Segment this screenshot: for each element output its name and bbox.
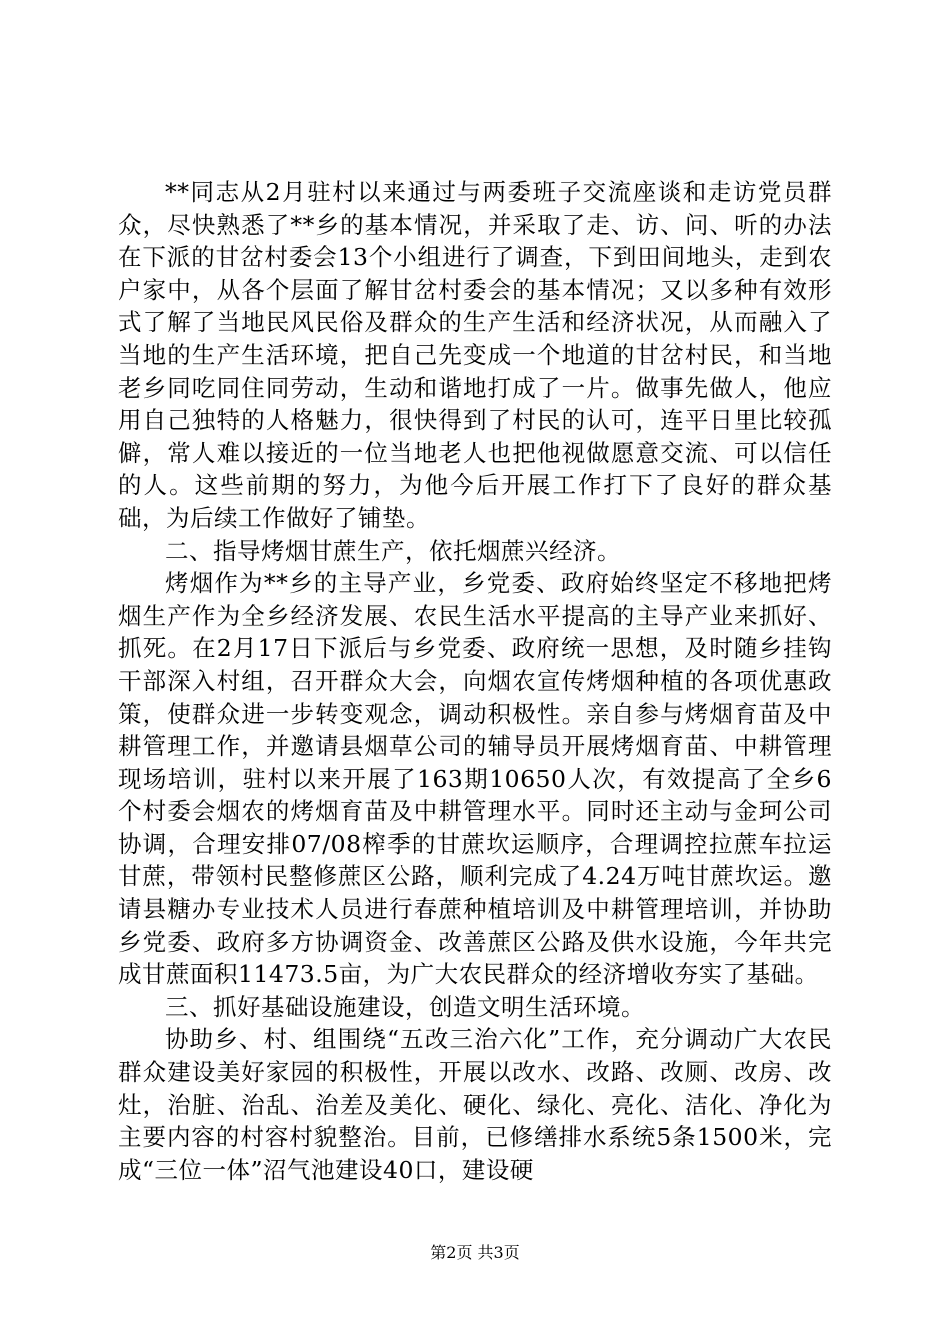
paragraph-2: 烤烟作为**乡的主导产业，乡党委、政府始终坚定不移地把烤烟生产作为全乡经济发展、农民生活水平提高的主导产业来抓好、抓死。在2月17日下派后与乡党委、政府统一思想，及时随乡挂钩干部深入村组，召开群众大会，向烟农宣传烤烟种植的各项优惠政策，使群众进一步转变观念，调动积极性。亲自参与烤烟育苗及中耕管理工作，并邀请县烟草公司的辅导员开展烤烟育苗、中耕管理现场培训，驻村以来开展了163期10650人次，有效提高了全乡6个村委会烟农的烤烟育苗及中耕管理水平。同时还主动与金珂公司协调，合理安排07/08榨季的甘蔗坎运顺序，合理调控拉蔗车拉运甘蔗，带领村民整修蔗区公路，顺利完成了4.24万吨甘蔗坎运。邀请县糖办专业技术人员进行春蔗种植培训及中耕管理培训，并协助乡党委、政府多方协调资金、改善蔗区公路及供水设施，今年共完成甘蔗面积11473.5亩，为广大农民群众的经济增收夯实了基础。: [118, 569, 832, 989]
paragraph-1: **同志从2月驻村以来通过与两委班子交流座谈和走访党员群众，尽快熟悉了**乡的基本情况，并采取了走、访、问、听的办法在下派的甘岔村委会13个小组进行了调查，下到田间地头，走到农户家中，从各个层面了解甘岔村委会的基本情况；又以多种有效形式了解了当地民风民俗及群众的生产生活和经济状况，从而融入了当地的生产生活环境，把自己先变成一个地道的甘岔村民，和当地老乡同吃同住同劳动，生动和谐地打成了一片。做事先做人，他应用自己独特的人格魅力，很快得到了村民的认可，连平日里比较孤僻，常人难以接近的一位当地老人也把他视做愿意交流、可以信任的人。这些前期的努力，为他今后开展工作打下了良好的群众基础，为后续工作做好了铺垫。: [118, 178, 832, 532]
section-heading-2: 二、指导烤烟甘蔗生产，依托烟蔗兴经济。: [165, 536, 621, 565]
document-body: [118, 176, 832, 1186]
page-footer: 第2页 共3页: [430, 1243, 520, 1262]
paragraph-3: 协助乡、村、组围绕“五改三治六化”工作，充分调动广大农民群众建设美好家园的积极性，开展以改水、改路、改厕、改房、改灶，治脏、治乱、治差及美化、硬化、绿化、亮化、洁化、净化为主要内容的村容村貌整治。目前，已修缮排水系统5条1500米，完成“三位一体”沼气池建设40口，建设硬: [118, 1025, 832, 1184]
section-heading-3: 三、抓好基础设施建设，创造文明生活环境。: [165, 992, 645, 1021]
